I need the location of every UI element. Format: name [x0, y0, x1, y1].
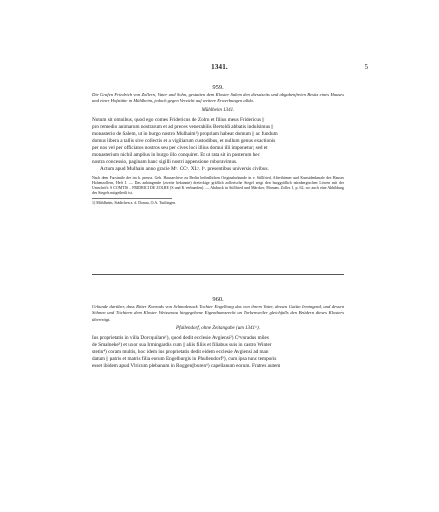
- source-note: Nach dem Facsimile der im k. preuss. Geh. Hausarchive zu Berlin befindlichen Originalurkunde in v. Stillfried, Alterthümer und Kunstdenkmale des Hauses Hohenzollern, Heft I. — Das anhängende (zweite bekannte) dreieckige gräflich zollerische Siegel zeigt den burggräflich nürnbergischen Löwen mit der Umschrift: S COMTIS .. FRIDRICI DE ZOLRE (S und K verbunden). — Abdruck in Stillfried und Märcker, Monum. Zoller. I, p. 62, wo auch eine Abbildung des Siegels mitgetheilt ist.: [92, 175, 344, 195]
- document-number: 959.: [212, 84, 224, 91]
- body-line: de Smalneke³) et uxor sua Irmingardis cum || aliis filiis et filiabus suis in castro Winter: [92, 341, 272, 348]
- body-line: monasterium nichil amplius in burgo illo conquiret. Et ut rata sit in posterum hec: [92, 151, 260, 158]
- document-summary: Urkunde darüber, dass Ritter Konrads von Schmalenack Tochter Engelburg das von ihrem Vater, dessen Gattin Irmingard, und dessen Söhnen und Töchtern dem Kloster Weissenau hingegebene Eigenthumsrecht an Torkenweiler gleichfalls den Brüdern dieses Klosters überträgt.: [92, 304, 344, 322]
- body-line: stetin⁴) coram multis, hoc idem ius proprietatis dedit eidem ecclesie Avgiensi ad man: [92, 348, 269, 355]
- body-line: Ius proprietatis in villa Dorcquilare¹), quod dedit ecclesie Avgiensi²) Cʰvnradus miles: [92, 334, 269, 341]
- body-line: Notum sit omnibus, quod ego comes Fridericus de Zolrn et filius meus Fridericus ||: [92, 116, 265, 123]
- footnote-divider: [92, 198, 172, 199]
- document-960: [92, 296, 344, 370]
- body-line: monasterio de Salem, ut in burgo nostro Mulhaim¹) propriam habeat domum || ac fundum: [92, 130, 278, 137]
- body-line: domus libera a tallis sive collectis et a vigiliarum custodibus, et nullum genus exactionis: [92, 137, 276, 144]
- document-body: [92, 117, 344, 173]
- document-summary: Die Grafen Friedrich von Zollern, Vater und Sohn, gestatten dem Kloster Salem den diesstseits und abgabenfreien Besitz eines Hauses und einer Hofstätte in Mühlheim, jedoch gegen Verzicht auf weitere Erwerbungen allda.: [92, 92, 344, 104]
- page-number: 5: [364, 63, 368, 71]
- place-date-line: Pfullendorf, ohne Zeitangabe (um 1341ᵃ).: [176, 325, 260, 331]
- document-959: [92, 84, 344, 206]
- body-line: datum || patris et matris filia eorum Engelburgis in Phullendorf⁵), cum ipsa tunc temporis: [92, 355, 277, 362]
- place-date-line: Mühlheim 1341.: [201, 107, 235, 113]
- body-line: esset ibidem apud Vlricum plebanum in Roggen||buren⁶) capellanum eorum. Fratres autem: [92, 362, 281, 369]
- running-head-year: 1341.: [211, 63, 228, 71]
- document-number: 960.: [212, 296, 224, 303]
- body-line: nostra concessio, paginam hanc sigilli nostri appensione roboravimus.: [92, 158, 238, 165]
- body-line: pro remedio animarum nostrarum et ad preces venerabilis Bertoldi abbatis indulsimus ||: [92, 123, 274, 130]
- section-divider: [92, 274, 344, 275]
- document-body: [92, 335, 344, 370]
- body-line: per nos vel per officiatos nostros seu per cives loci illius domui illi imponetur; sed et: [92, 144, 268, 151]
- footnote: 1) Mühlheim, Städtchen a. d. Donau, O.A. Tuttlingen.: [92, 200, 177, 205]
- body-line: Actum apud Mulhain anno gracie Mᵒ. CCᵒ. XLᵒ. Iᵒ. presentibus universis civibus.: [100, 165, 269, 172]
- page-header: [0, 63, 439, 75]
